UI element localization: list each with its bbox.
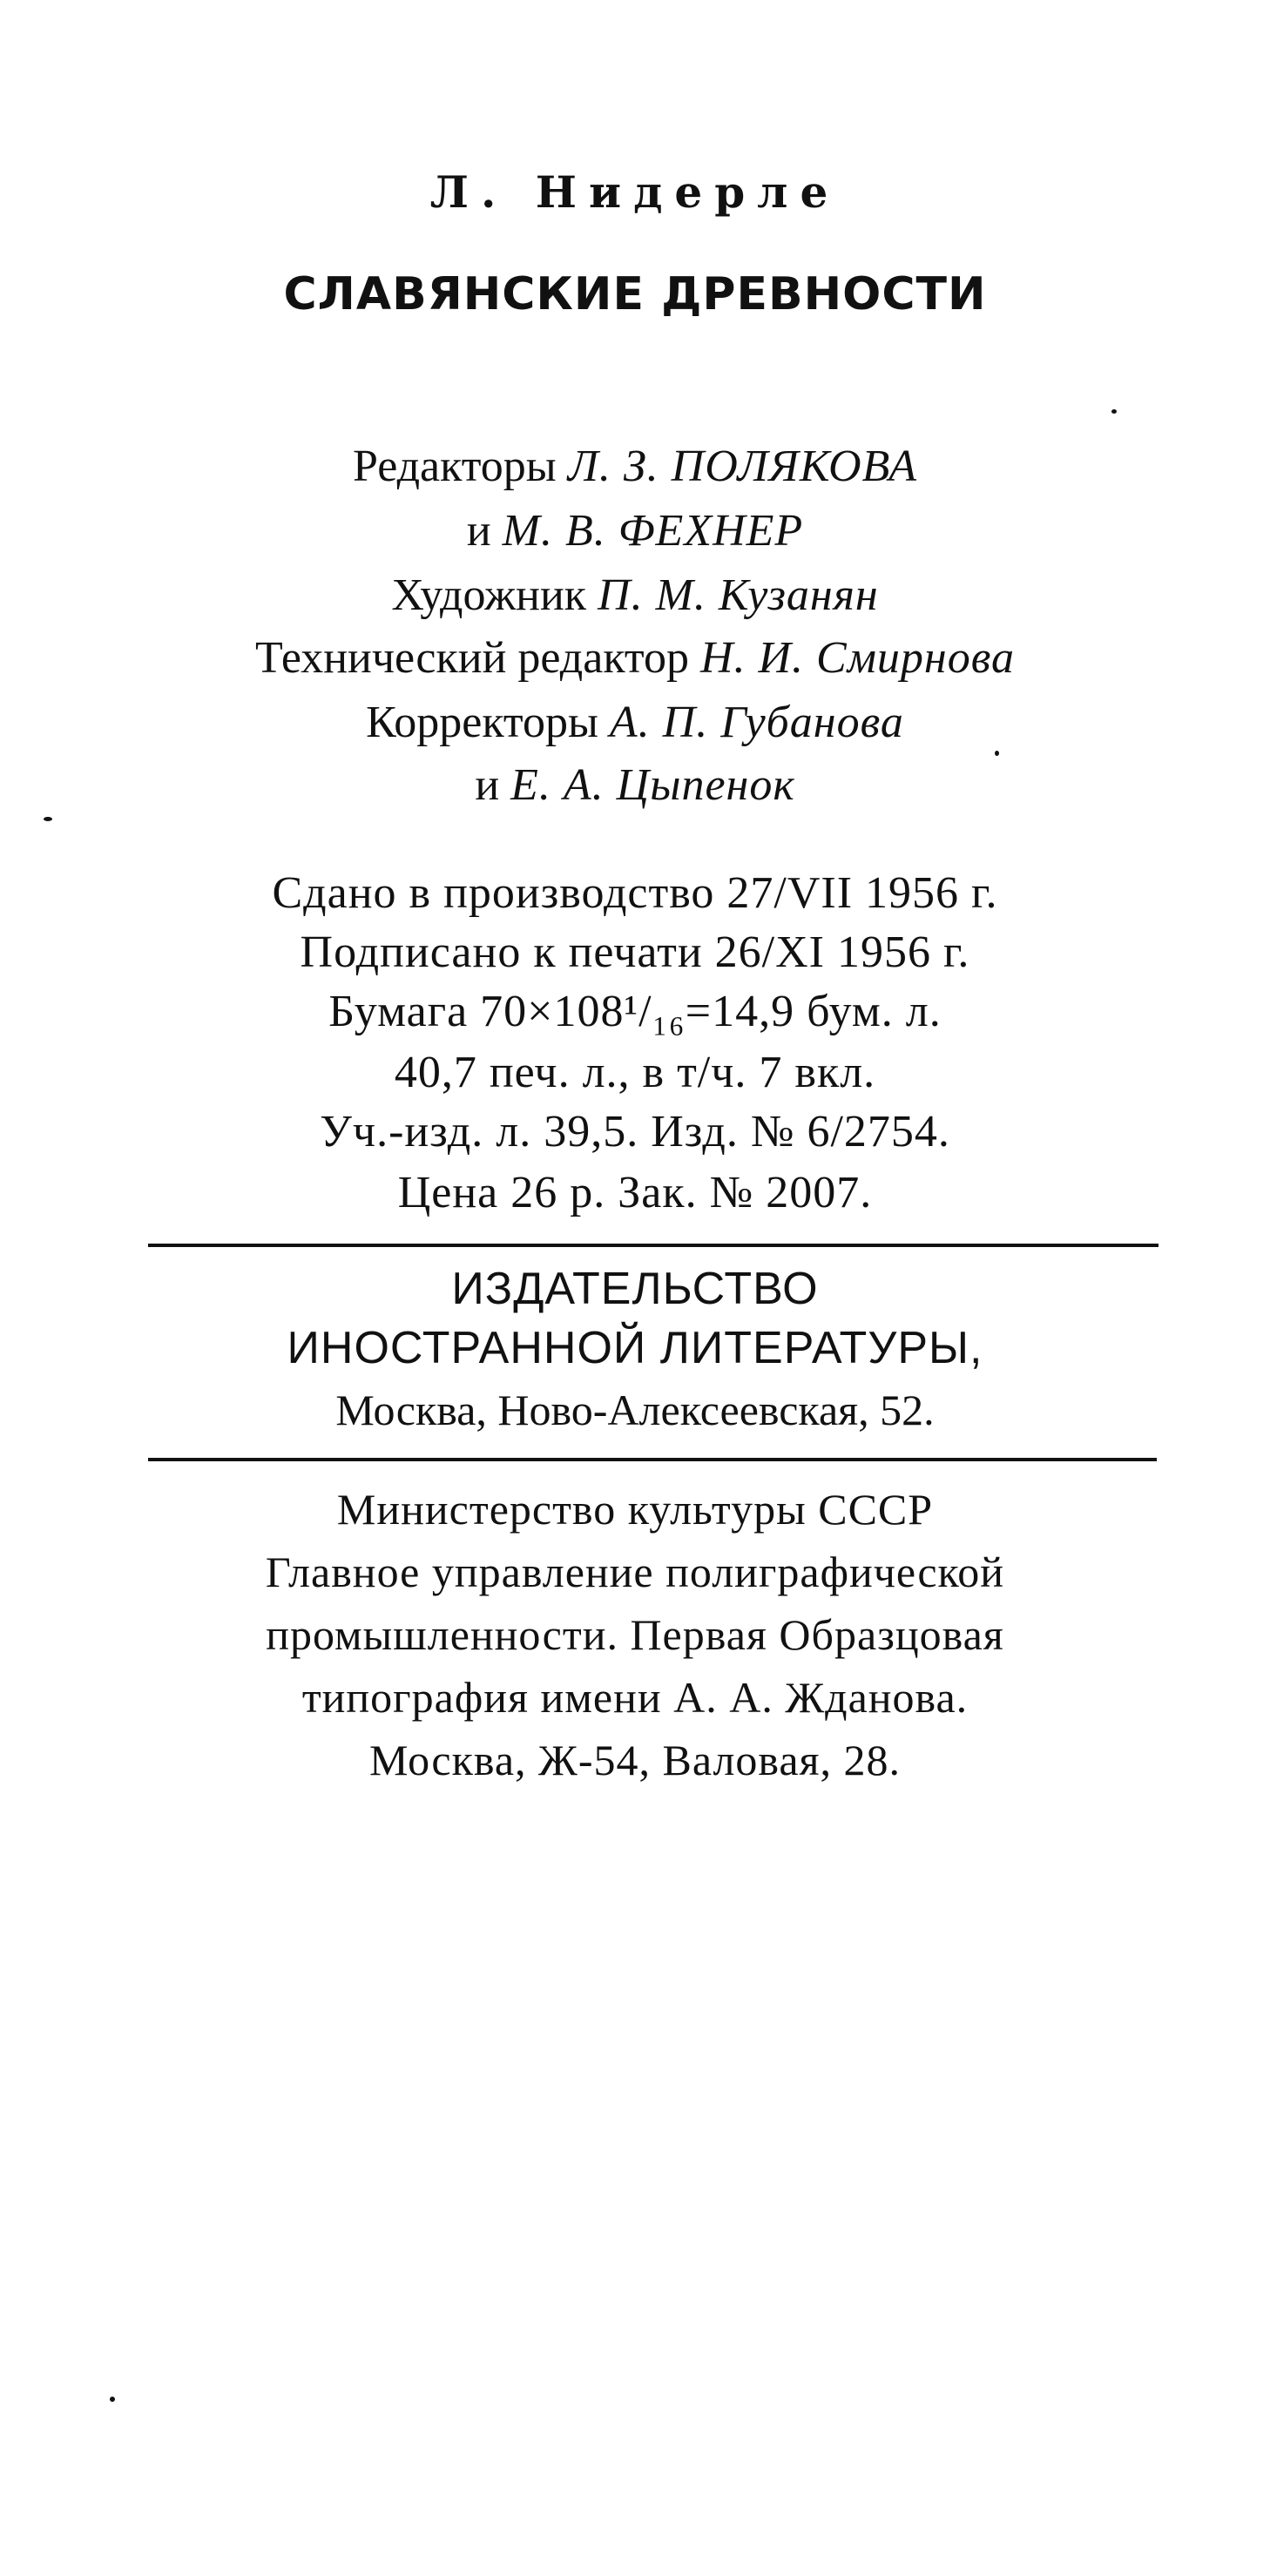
printer-line-4: типография имени А. А. Жданова. (301, 1673, 969, 1722)
divider-rule-2 (148, 1458, 1157, 1461)
scan-speck-4 (110, 2397, 115, 2402)
imprint-line-5: Уч.-изд. л. 39,5. Изд. № 6/2754. (320, 1107, 950, 1157)
artist-name: П. М. Кузанян (598, 570, 879, 620)
editor-2: М. В. ФЕХНЕР (502, 506, 804, 556)
printer-line-5: Москва, Ж-54, Валовая, 28. (368, 1736, 902, 1784)
printer-line-3: промышленности. Первая Образцовая (266, 1610, 1004, 1659)
printer-line-2: Главное управление полиграфической (265, 1548, 1005, 1596)
editors-line (0, 444, 1270, 489)
imprint-line-6: Цена 26 р. Зак. № 2007. (397, 1168, 873, 1217)
publisher-line-1: ИЗДАТЕЛЬСТВО (451, 1264, 819, 1314)
proofreader-2: Е. А. Цыпенок (510, 760, 795, 810)
author-name: Л. Нидерле (429, 166, 841, 218)
editors-role: Редакторы (352, 442, 557, 491)
artist-line (0, 570, 1270, 620)
tech-editor-line (0, 633, 1270, 683)
imprint-line-2: Подписано к печати 26/XI 1956 г. (300, 927, 970, 977)
imprint-line-1: Сдано в производство 27/VII 1956 г. (272, 868, 998, 918)
proofreaders-line-2 (0, 760, 1270, 810)
editors-line-2 (0, 506, 1270, 556)
imprint-line-4: 40,7 печ. л., в т/ч. 7 вкл. (394, 1048, 876, 1097)
proofreaders-line (0, 700, 1270, 745)
proofreaders-role: Корректоры (366, 698, 598, 747)
scan-speck-3 (44, 817, 52, 821)
tech-editor-role: Технический редактор (255, 633, 689, 683)
conjunction-2: и (475, 760, 500, 810)
divider-rule-1 (148, 1244, 1159, 1247)
editor-1: Л. З. ПОЛЯКОВА (567, 442, 918, 491)
printer-line-1: Министерство культуры СССР (336, 1485, 934, 1534)
book-title: СЛАВЯНСКИЕ ДРЕВНОСТИ (283, 268, 987, 320)
conjunction-1: и (466, 506, 491, 556)
publisher-line-2: ИНОСТРАННОЙ ЛИТЕРАТУРЫ, (287, 1323, 983, 1373)
tech-editor-name: Н. И. Смирнова (699, 633, 1015, 683)
artist-role: Художник (391, 570, 587, 620)
proofreader-1: А. П. Губанова (609, 698, 904, 747)
scan-speck-2 (995, 751, 999, 756)
scan-speck-1 (1111, 409, 1117, 414)
imprint-line-3: Бумага 70×108¹/₁₆=14,9 бум. л. (328, 987, 942, 1036)
publisher-address: Москва, Ново-Алексеевская, 52. (335, 1386, 935, 1434)
